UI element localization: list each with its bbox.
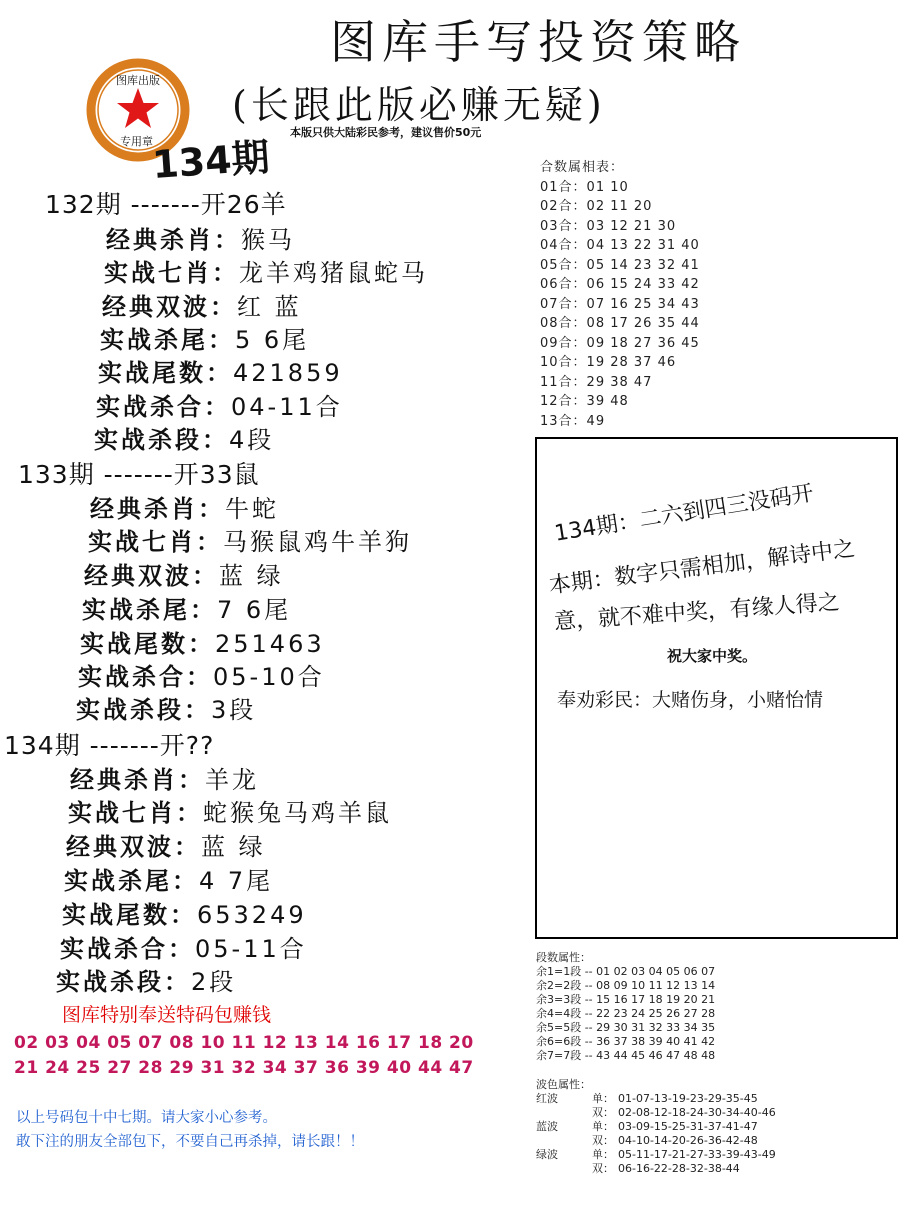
wave-table-title: 波色属性：	[536, 1078, 591, 1091]
special-numbers-row-2: 21 24 25 27 28 29 31 32 34 37 36 39 40 44 47	[14, 1058, 474, 1078]
stamp-top-text: 图库出版	[116, 74, 160, 87]
table-row: 余1=1段 -- 01 02 03 04 05 06 07	[536, 965, 716, 978]
row-seven-zodiac: 实战七肖：蛇猴兔马鸡羊鼠	[68, 799, 392, 827]
row-kill-tail: 实战杀尾：7 6尾	[82, 596, 292, 624]
segment-table-title: 段数属性：	[536, 951, 591, 964]
table-row: 13合：49	[540, 413, 606, 429]
stamp-bottom-text: 专用章	[120, 135, 153, 148]
table-row: 12合：39 48	[540, 394, 629, 409]
table-row: 06合：06 15 24 33 42	[540, 277, 700, 292]
row-kill-tail: 实战杀尾：4 7尾	[64, 867, 274, 895]
table-row: 余2=2段 -- 08 09 10 11 12 13 14	[536, 979, 716, 992]
row-kill-segment: 实战杀段：4段	[94, 426, 275, 454]
row-tail-numbers: 实战尾数：251463	[80, 630, 325, 658]
table-row: 08合：08 17 26 35 44	[540, 316, 700, 331]
table-row: 03合：03 12 21 30	[540, 218, 677, 234]
table-row: 01合：01 10	[540, 179, 629, 195]
row-classic-kill-zodiac: 经典杀肖：羊龙	[70, 766, 259, 794]
poem-line-3: 意，就不难中奖，有缘人得之	[553, 590, 841, 635]
period-header: 133期 -------开33鼠	[18, 460, 260, 489]
special-numbers-row-1: 02 03 04 05 07 08 10 11 12 13 14 16 17 18 20	[14, 1033, 474, 1053]
table-row: 红波 单： 01-07-13-19-23-29-35-45	[536, 1092, 758, 1105]
row-kill-segment: 实战杀段：2段	[56, 968, 237, 996]
special-note-2: 敢下注的朋友全部包下，不要自己再杀掉，请长跟！！	[16, 1134, 364, 1150]
special-title: 图库特别奉送特码包赚钱	[62, 1004, 272, 1026]
table-row: 蓝波 单： 03-09-15-25-31-37-41-47	[536, 1120, 758, 1133]
table-row: 余5=5段 -- 29 30 31 32 33 34 35	[536, 1021, 716, 1034]
table-row: 04合：04 13 22 31 40	[540, 238, 700, 253]
table-row: 11合：29 38 47	[540, 374, 653, 390]
table-row: 双： 02-08-12-18-24-30-34-40-46	[592, 1106, 776, 1119]
table-row: 余4=4段 -- 22 23 24 25 26 27 28	[536, 1007, 716, 1020]
page-subtitle: (长跟此版必赚无疑)	[232, 83, 606, 127]
poem-line-2: 本期：数字只需相加，解诗中之	[547, 536, 857, 599]
row-kill-he: 实战杀合：04-11合	[96, 393, 343, 421]
page-title: 图库手写投资策略	[330, 15, 746, 69]
he-table-title: 合数属相表：	[540, 160, 625, 175]
row-kill-he: 实战杀合：05-10合	[78, 663, 325, 691]
advice-text: 奉劝彩民：大赌伤身，小赌怡情	[557, 689, 824, 711]
he-table	[540, 158, 700, 431]
row-kill-tail: 实战杀尾：5 6尾	[100, 326, 310, 354]
table-row: 余6=6段 -- 36 37 38 39 40 41 42	[536, 1035, 716, 1048]
special-note-1: 以上号码包十中七期。请大家小心参考。	[16, 1110, 277, 1126]
row-tail-numbers: 实战尾数：421859	[98, 359, 343, 387]
row-classic-kill-zodiac: 经典杀肖：猴马	[106, 226, 295, 254]
table-row: 双： 06-16-22-28-32-38-44	[592, 1162, 740, 1175]
table-row: 02合：02 11 20	[540, 199, 653, 214]
segment-table	[536, 951, 715, 1063]
table-row: 余7=7段 -- 43 44 45 46 47 48 48	[536, 1049, 716, 1062]
table-row: 余3=3段 -- 15 16 17 18 19 20 21	[536, 993, 716, 1006]
table-row: 09合：09 18 27 36 45	[540, 335, 700, 351]
table-row: 双： 04-10-14-20-26-36-42-48	[592, 1134, 758, 1147]
table-row: 05合：05 14 23 32 41	[540, 257, 700, 273]
poem-box	[535, 437, 898, 939]
row-classic-kill-zodiac: 经典杀肖：牛蛇	[90, 495, 279, 523]
row-double-wave: 经典双波：红 蓝	[102, 293, 302, 321]
row-seven-zodiac: 实战七肖：龙羊鸡猪鼠蛇马	[104, 259, 428, 287]
period-header: 134期 -------开??	[4, 731, 215, 760]
poem-line-1: 134期：二六到四三没码开	[552, 480, 816, 547]
table-row: 07合：07 16 25 34 43	[540, 296, 700, 312]
table-row: 绿波 单： 05-11-17-21-27-33-39-43-49	[536, 1148, 776, 1161]
row-tail-numbers: 实战尾数：653249	[62, 901, 307, 929]
row-kill-he: 实战杀合：05-11合	[60, 935, 307, 963]
period-header: 132期 -------开26羊	[45, 190, 287, 219]
row-double-wave: 经典双波：蓝 绿	[84, 562, 284, 590]
wish-text: 祝大家中奖。	[667, 647, 758, 665]
wave-table	[536, 1078, 776, 1176]
price-note: 本版只供大陆彩民参考，建议售价50元	[290, 126, 482, 139]
handwritten-issue: 134期	[150, 134, 271, 188]
row-kill-segment: 实战杀段：3段	[76, 696, 257, 724]
table-row: 10合：19 28 37 46	[540, 355, 677, 370]
row-seven-zodiac: 实战七肖：马猴鼠鸡牛羊狗	[88, 528, 412, 556]
row-double-wave: 经典双波：蓝 绿	[66, 833, 266, 861]
